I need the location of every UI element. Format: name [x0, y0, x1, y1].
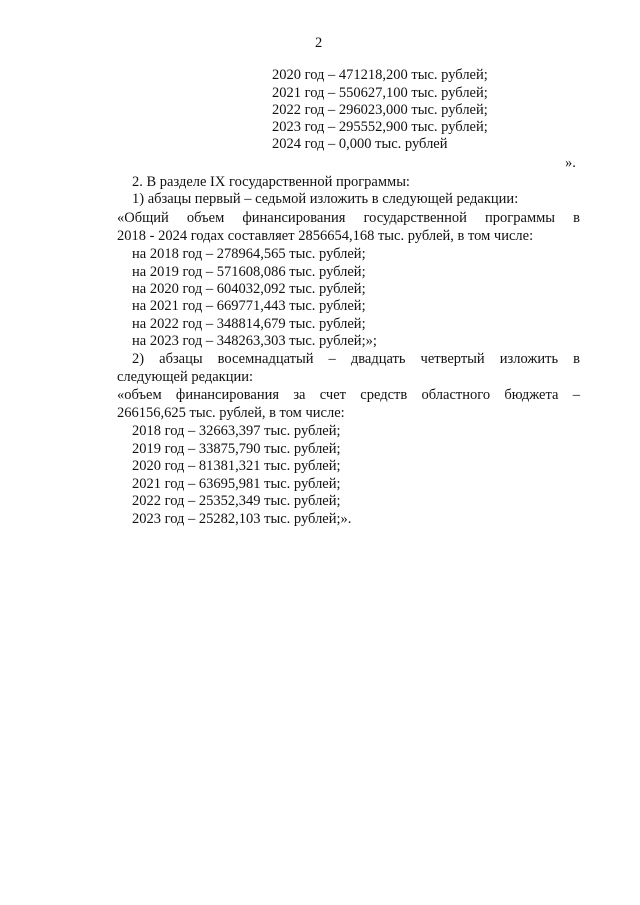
paragraph-line: «объем финансирования за счет средств областного бюджета – — [117, 387, 580, 403]
list-item: на 2021 год – 669771,443 тыс. рублей; — [132, 298, 366, 314]
list-item: 2024 год – 0,000 тыс. рублей — [272, 136, 448, 152]
list-item: на 2022 год – 348814,679 тыс. рублей; — [132, 316, 366, 332]
list-item: 2018 год – 32663,397 тыс. рублей; — [132, 423, 341, 439]
list-item: 2021 год – 63695,981 тыс. рублей; — [132, 476, 341, 492]
item-2-instruction: 2) абзацы восемнадцатый – двадцать четвертый изложить в — [132, 351, 580, 367]
list-item: на 2023 год – 348263,303 тыс. рублей;»; — [132, 333, 377, 349]
list-item: на 2019 год – 571608,086 тыс. рублей; — [132, 264, 366, 280]
list-item: 2021 год – 550627,100 тыс. рублей; — [272, 85, 488, 101]
page-number: 2 — [315, 35, 323, 51]
list-item: на 2018 год – 278964,565 тыс. рублей; — [132, 246, 366, 262]
list-item: 2023 год – 295552,900 тыс. рублей; — [272, 119, 488, 135]
paragraph-line: «Общий объем финансирования государственной программы в — [117, 210, 580, 226]
list-item: 2019 год – 33875,790 тыс. рублей; — [132, 441, 341, 457]
paragraph-line: 266156,625 тыс. рублей, в том числе: — [117, 405, 345, 421]
section-heading: 2. В разделе IX государственной программы: — [132, 174, 410, 190]
paragraph-line: 2018 - 2024 годах составляет 2856654,168 тыс. рублей, в том числе: — [117, 228, 534, 244]
list-item: 2022 год – 296023,000 тыс. рублей; — [272, 102, 488, 118]
item-2-instruction-cont: следующей редакции: — [117, 369, 254, 385]
list-item: на 2020 год – 604032,092 тыс. рублей; — [132, 281, 366, 297]
list-item: 2020 год – 471218,200 тыс. рублей; — [272, 67, 488, 83]
list-item: 2022 год – 25352,349 тыс. рублей; — [132, 493, 341, 509]
list-item: 2023 год – 25282,103 тыс. рублей;». — [132, 511, 352, 527]
list-item: 2020 год – 81381,321 тыс. рублей; — [132, 458, 341, 474]
item-1-instruction: 1) абзацы первый – седьмой изложить в следующей редакции: — [132, 191, 519, 207]
closing-quote: ». — [565, 155, 576, 171]
